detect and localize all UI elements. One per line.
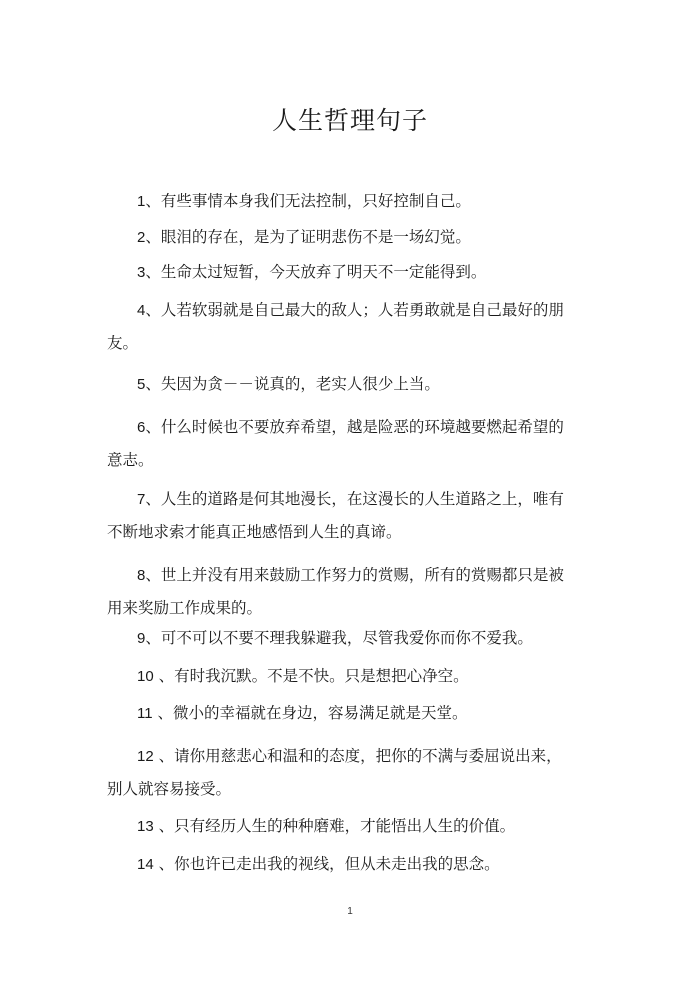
item-separator: 、 [145,629,161,647]
item-text: 有些事情本身我们无法控制，只好控制自己。 [160,192,471,210]
list-item [107,368,567,401]
item-number: 2 [137,229,146,246]
item-separator: 、 [145,418,161,436]
item-separator: 、 [153,667,175,685]
item-separator: 、 [145,566,161,584]
list-item [107,185,567,218]
item-text: 眼泪的存在，是为了证明悲伤不是一场幻觉。 [160,228,471,246]
list-item [107,221,567,254]
item-text: 只有经历人生的种种磨难，才能悟出人生的价值。 [174,817,516,835]
item-number: 4 [137,302,146,319]
item-text: 世上并没有用来鼓励工作努力的赏赐，所有的赏赐都只是被用来奖励工作成果的。 [107,566,564,617]
list-item [107,483,567,548]
list-item [107,740,567,805]
item-text: 你也许已走出我的视线，但从未走出我的思念。 [174,855,500,873]
item-text: 什么时候也不要放弃希望，越是险恶的环境越要燃起希望的意志。 [107,418,564,469]
list-item [107,848,567,881]
list-item [107,697,567,730]
item-text: 人生的道路是何其地漫长，在这漫长的人生道路之上，唯有不断地求索才能真正地感悟到人生的真谛。 [107,490,564,541]
page-title: 人生哲理句子 [271,106,428,135]
list-item [107,294,567,359]
item-number: 11 [137,705,153,722]
item-number: 9 [137,630,146,647]
item-number: 1 [137,193,146,210]
item-text: 有时我沉默。不是不快。只是想把心净空。 [174,667,469,685]
page-number: 1 [347,906,353,917]
list-item [107,411,567,476]
item-number: 8 [137,567,146,584]
item-number: 13 [137,818,154,835]
item-separator: 、 [145,375,161,393]
item-number: 5 [137,376,146,393]
item-text: 请你用慈悲心和温和的态度，把你的不满与委屈说出来，别人就容易接受。 [107,747,562,798]
item-number: 14 [137,856,154,873]
list-item [107,256,567,289]
item-number: 6 [137,419,146,436]
item-separator: 、 [145,263,161,281]
list-item [107,810,567,843]
item-separator: 、 [153,817,175,835]
item-separator: 、 [153,747,175,765]
item-text: 失因为贪－－说真的，老实人很少上当。 [160,375,440,393]
item-number: 7 [137,491,146,508]
list-item [107,559,567,624]
list-item [107,622,567,655]
item-text: 人若软弱就是自己最大的敌人；人若勇敢就是自己最好的朋友。 [107,301,564,352]
item-text: 生命太过短暂，今天放弃了明天不一定能得到。 [160,263,487,281]
item-text: 微小的幸福就在身边，容易满足就是天堂。 [173,704,468,722]
item-separator: 、 [145,192,161,210]
item-text: 可不可以不要不理我躲避我，尽管我爱你而你不爱我。 [160,629,533,647]
item-number: 3 [137,264,146,281]
item-number: 12 [137,748,154,765]
item-separator: 、 [152,704,174,722]
list-item [107,660,567,693]
item-separator: 、 [153,855,175,873]
item-separator: 、 [145,228,161,246]
item-separator: 、 [145,490,161,508]
item-number: 10 [137,668,154,685]
item-separator: 、 [145,301,161,319]
